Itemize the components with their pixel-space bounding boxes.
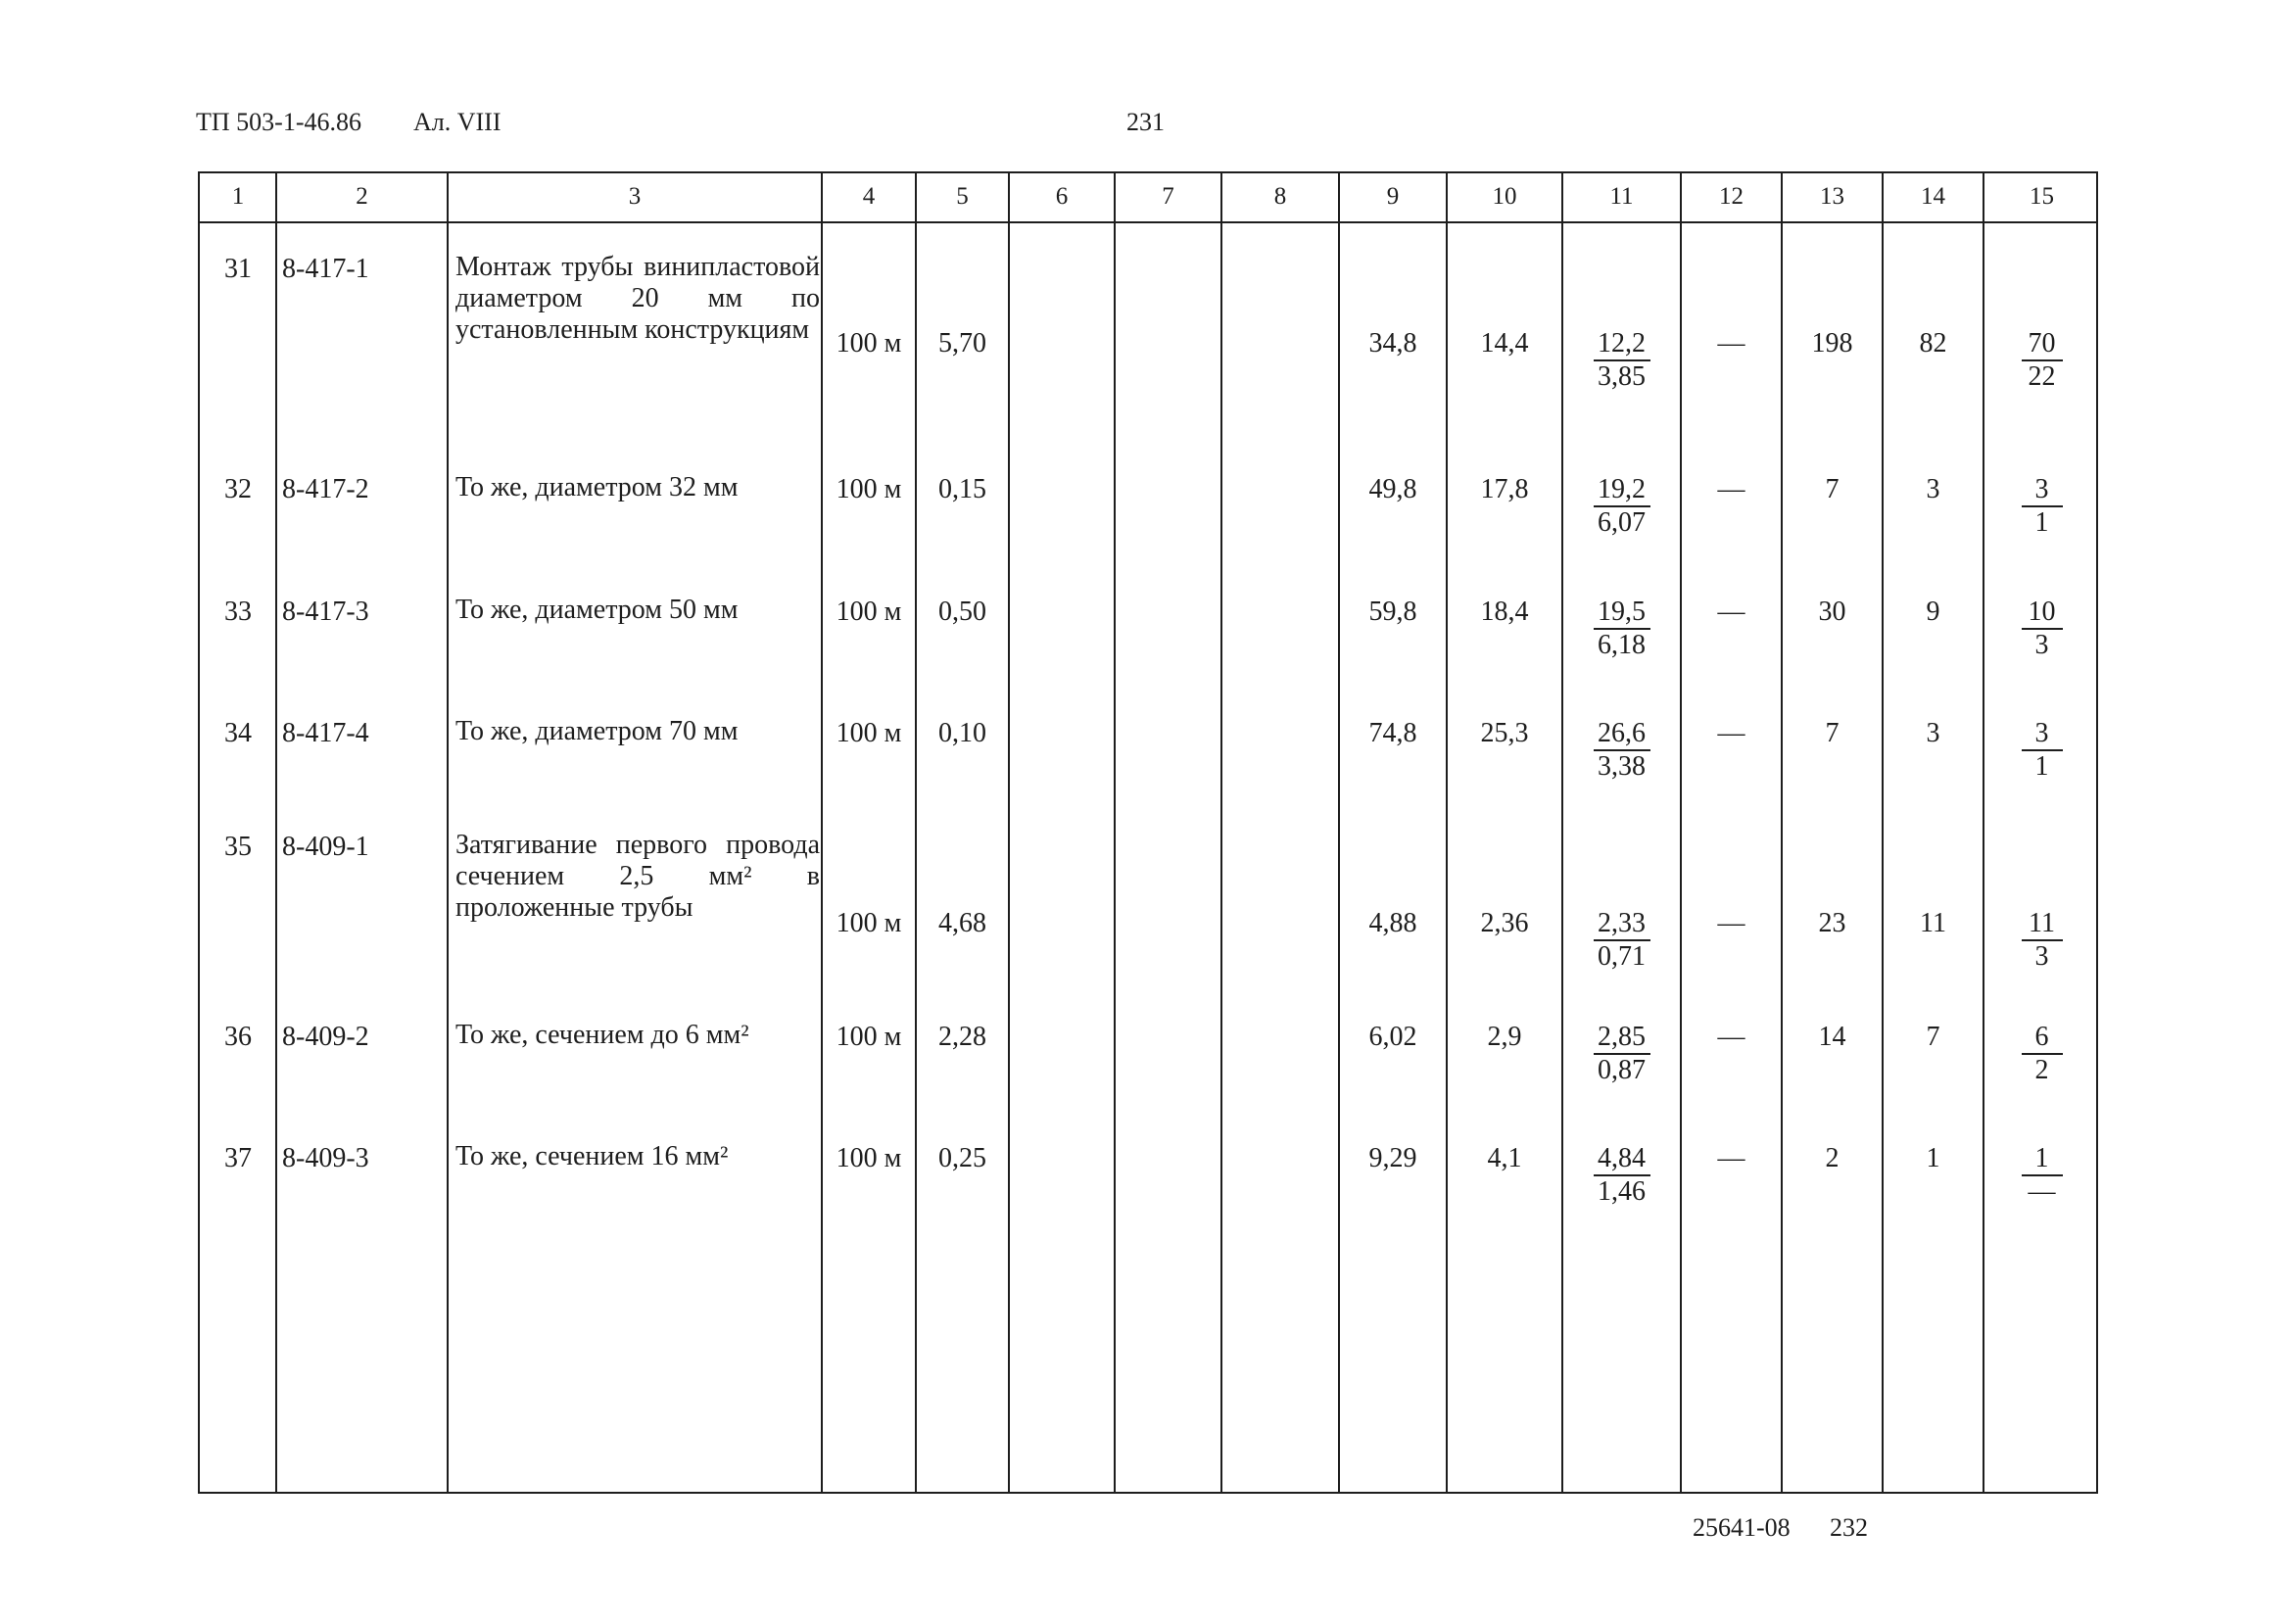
fraction-col15-numerator: 1 xyxy=(2022,1143,2063,1176)
column-number: 6 xyxy=(1055,183,1069,210)
quantity: 0,25 xyxy=(938,1143,986,1173)
fraction-col15-numerator: 10 xyxy=(2022,597,2063,630)
quantity: 5,70 xyxy=(938,328,986,358)
column-number: 2 xyxy=(356,183,368,210)
fraction-col15 xyxy=(1998,908,2086,973)
column-divider xyxy=(915,173,917,1492)
value-col13: 198 xyxy=(1811,328,1853,358)
rate-code: 8-409-3 xyxy=(282,1143,369,1173)
work-description: То же, диаметром 50 мм xyxy=(455,595,739,625)
column-divider xyxy=(1781,173,1783,1492)
value-col9: 4,88 xyxy=(1368,908,1417,938)
work-description: Монтаж трубы винипластовой диаметром 20 мм по установленным конструкциям xyxy=(455,252,820,345)
value-col10: 2,36 xyxy=(1480,908,1529,938)
fraction-col15-numerator: 70 xyxy=(2022,328,2063,361)
column-divider xyxy=(275,173,277,1492)
rate-code: 8-417-1 xyxy=(282,254,369,284)
column-number: 9 xyxy=(1386,183,1400,210)
fraction-col15 xyxy=(1998,1022,2086,1086)
column-divider xyxy=(821,173,823,1492)
unit-of-measure: 100 м xyxy=(836,474,902,504)
rate-code: 8-417-2 xyxy=(282,474,369,504)
column-divider xyxy=(1446,173,1448,1492)
column-divider xyxy=(1561,173,1563,1492)
value-col12: — xyxy=(1717,908,1745,938)
fraction-col11 xyxy=(1578,1022,1666,1086)
value-col14: 9 xyxy=(1926,597,1940,627)
column-divider xyxy=(1882,173,1884,1492)
album-number: Ал. VIII xyxy=(413,108,502,136)
value-col10: 14,4 xyxy=(1480,328,1529,358)
value-col10: 2,9 xyxy=(1487,1022,1522,1052)
value-col10: 4,1 xyxy=(1487,1143,1522,1173)
fraction-col11-numerator: 4,84 xyxy=(1594,1143,1650,1176)
fraction-col11 xyxy=(1578,328,1666,393)
page-number: 231 xyxy=(1126,108,1165,136)
footer-page-number: 232 xyxy=(1830,1513,1868,1542)
fraction-col15 xyxy=(1998,597,2086,661)
value-col12: — xyxy=(1717,328,1745,358)
fraction-col15-numerator: 3 xyxy=(2022,718,2063,751)
column-number: 3 xyxy=(628,183,642,210)
quantity: 0,15 xyxy=(938,474,986,504)
column-divider xyxy=(447,173,449,1492)
value-col13: 7 xyxy=(1825,474,1840,504)
value-col12: — xyxy=(1717,597,1745,627)
fraction-col11-denominator: 3,85 xyxy=(1598,361,1646,392)
fraction-col15-denominator: — xyxy=(2028,1176,2056,1207)
fraction-col15-numerator: 11 xyxy=(2022,908,2063,941)
fraction-col15-denominator: 3 xyxy=(2034,941,2049,972)
column-number: 15 xyxy=(2030,183,2054,210)
column-divider xyxy=(1983,173,1984,1492)
work-description: То же, диаметром 32 мм xyxy=(455,472,739,502)
quantity: 2,28 xyxy=(938,1022,986,1052)
fraction-col11-denominator: 1,46 xyxy=(1598,1176,1646,1207)
quantity: 0,10 xyxy=(938,718,986,748)
column-number: 13 xyxy=(1820,183,1844,210)
doc-code: ТП 503-1-46.86 xyxy=(196,108,361,136)
rate-code: 8-417-4 xyxy=(282,718,369,748)
unit-of-measure: 100 м xyxy=(836,718,902,748)
column-number: 5 xyxy=(956,183,969,210)
value-col13: 2 xyxy=(1825,1143,1840,1173)
column-divider xyxy=(1338,173,1340,1492)
value-col10: 18,4 xyxy=(1480,597,1529,627)
fraction-col15-numerator: 6 xyxy=(2022,1022,2063,1055)
value-col14: 7 xyxy=(1926,1022,1940,1052)
fraction-col15-denominator: 1 xyxy=(2034,507,2049,538)
fraction-col15-denominator: 1 xyxy=(2034,751,2049,782)
fraction-col11 xyxy=(1578,474,1666,539)
unit-of-measure: 100 м xyxy=(836,1143,902,1173)
fraction-col11-denominator: 6,18 xyxy=(1598,630,1646,660)
fraction-col11-numerator: 26,6 xyxy=(1594,718,1650,751)
column-number: 1 xyxy=(231,183,245,210)
fraction-col11 xyxy=(1578,908,1666,973)
unit-of-measure: 100 м xyxy=(836,597,902,627)
value-col13: 30 xyxy=(1818,597,1846,627)
value-col9: 6,02 xyxy=(1368,1022,1417,1052)
value-col12: — xyxy=(1717,718,1745,748)
column-divider xyxy=(1114,173,1116,1492)
column-number: 11 xyxy=(1609,183,1634,210)
value-col14: 11 xyxy=(1920,908,1946,938)
rate-code: 8-409-2 xyxy=(282,1022,369,1052)
value-col9: 74,8 xyxy=(1368,718,1417,748)
fraction-col11 xyxy=(1578,1143,1666,1208)
value-col13: 7 xyxy=(1825,718,1840,748)
fraction-col11-denominator: 6,07 xyxy=(1598,507,1646,538)
column-number: 14 xyxy=(1921,183,1945,210)
value-col9: 59,8 xyxy=(1368,597,1417,627)
value-col14: 82 xyxy=(1919,328,1947,358)
estimate-table xyxy=(198,171,2098,1494)
fraction-col11-denominator: 0,71 xyxy=(1598,941,1646,972)
work-description: Затягивание первого провода сечением 2,5 мм² в проложенные трубы xyxy=(455,830,820,923)
value-col13: 23 xyxy=(1818,908,1846,938)
quantity: 4,68 xyxy=(938,908,986,938)
unit-of-measure: 100 м xyxy=(836,1022,902,1052)
unit-of-measure: 100 м xyxy=(836,908,902,938)
fraction-col11-denominator: 0,87 xyxy=(1598,1055,1646,1085)
row-number: 35 xyxy=(224,832,252,862)
fraction-col15 xyxy=(1998,1143,2086,1208)
row-number: 32 xyxy=(224,474,252,504)
work-description: То же, диаметром 70 мм xyxy=(455,716,739,746)
column-divider xyxy=(1680,173,1682,1492)
fraction-col11-numerator: 2,85 xyxy=(1594,1022,1650,1055)
fraction-col11-numerator: 19,2 xyxy=(1594,474,1650,507)
fraction-col15-denominator: 3 xyxy=(2034,630,2049,660)
column-divider xyxy=(1220,173,1222,1492)
fraction-col11-denominator: 3,38 xyxy=(1598,751,1646,782)
unit-of-measure: 100 м xyxy=(836,328,902,358)
value-col14: 3 xyxy=(1926,474,1940,504)
column-number: 8 xyxy=(1273,183,1287,210)
fraction-col15-denominator: 2 xyxy=(2034,1055,2049,1085)
column-number: 10 xyxy=(1492,183,1517,210)
row-number: 31 xyxy=(224,254,252,284)
value-col14: 3 xyxy=(1926,718,1940,748)
fraction-col15 xyxy=(1998,328,2086,393)
value-col9: 9,29 xyxy=(1368,1143,1417,1173)
column-number: 12 xyxy=(1719,183,1744,210)
fraction-col11-numerator: 2,33 xyxy=(1594,908,1650,941)
row-number: 33 xyxy=(224,597,252,627)
value-col12: — xyxy=(1717,1143,1745,1173)
fraction-col15-numerator: 3 xyxy=(2022,474,2063,507)
column-number: 4 xyxy=(862,183,876,210)
fraction-col11-numerator: 19,5 xyxy=(1594,597,1650,630)
value-col14: 1 xyxy=(1926,1143,1940,1173)
row-number: 37 xyxy=(224,1143,252,1173)
fraction-col15-denominator: 22 xyxy=(2028,361,2056,392)
fraction-col11 xyxy=(1578,597,1666,661)
fraction-col11 xyxy=(1578,718,1666,783)
value-col12: — xyxy=(1717,1022,1745,1052)
fraction-col15 xyxy=(1998,718,2086,783)
column-number: 7 xyxy=(1162,183,1174,210)
footer-code: 25641-08 xyxy=(1693,1513,1791,1542)
work-description: То же, сечением 16 мм² xyxy=(455,1141,729,1171)
fraction-col15 xyxy=(1998,474,2086,539)
value-col13: 14 xyxy=(1818,1022,1846,1052)
work-description: То же, сечением до 6 мм² xyxy=(455,1020,749,1050)
fraction-col11-numerator: 12,2 xyxy=(1594,328,1650,361)
value-col10: 17,8 xyxy=(1480,474,1529,504)
value-col9: 34,8 xyxy=(1368,328,1417,358)
column-divider xyxy=(1008,173,1010,1492)
rate-code: 8-417-3 xyxy=(282,597,369,627)
quantity: 0,50 xyxy=(938,597,986,627)
value-col12: — xyxy=(1717,474,1745,504)
header-divider xyxy=(200,221,2096,223)
rate-code: 8-409-1 xyxy=(282,832,369,862)
value-col9: 49,8 xyxy=(1368,474,1417,504)
value-col10: 25,3 xyxy=(1480,718,1529,748)
row-number: 34 xyxy=(224,718,252,748)
row-number: 36 xyxy=(224,1022,252,1052)
